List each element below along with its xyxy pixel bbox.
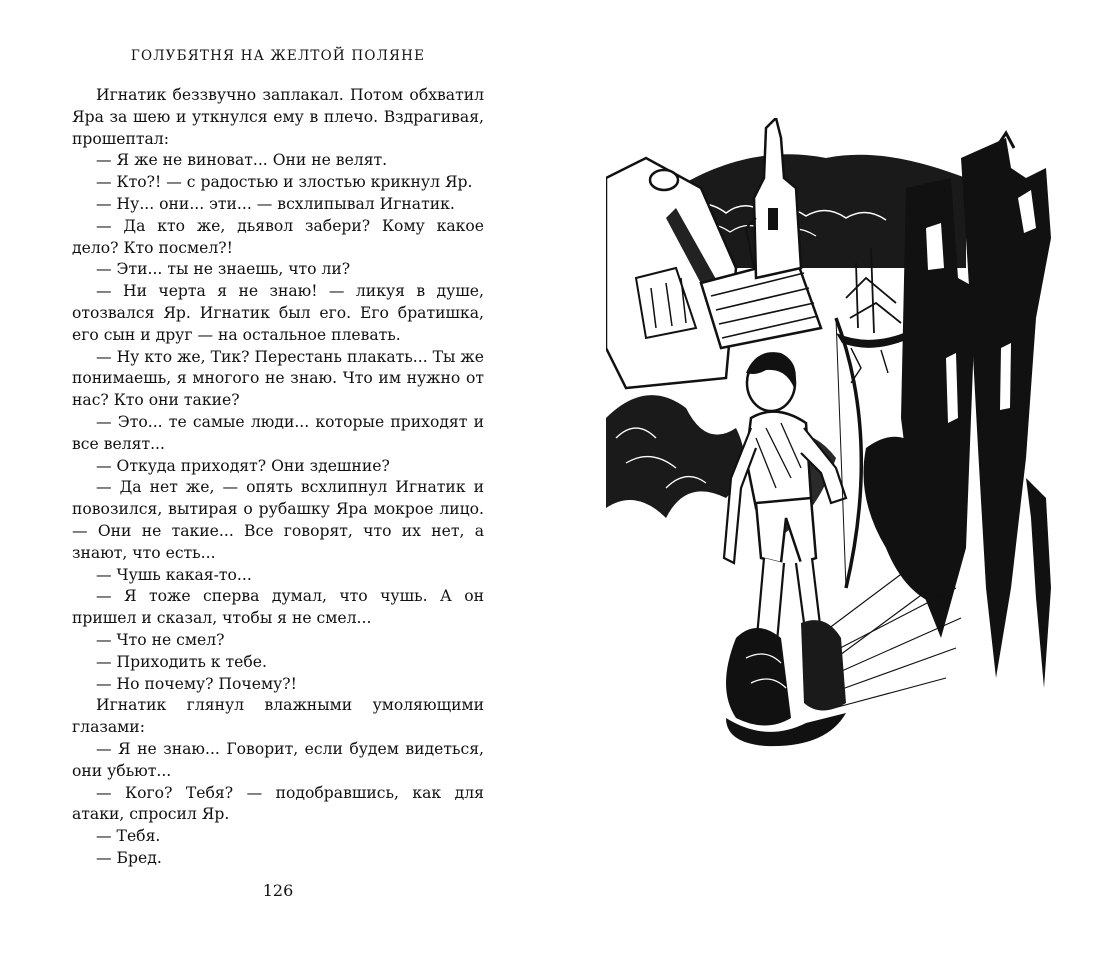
paragraph: — Но почему? Почему?! — [96, 674, 297, 693]
paragraph: — Приходить к тебе. — [96, 652, 267, 671]
paragraph: — Я тоже сперва думал, что чушь. А он пришел и сказал, чтобы я не смел... — [72, 587, 484, 628]
page-number: 126 — [262, 881, 294, 900]
paragraph: — Я же не виноват... Они не велят. — [96, 151, 388, 170]
paragraph: — Эти... ты не знаешь, что ли? — [96, 260, 351, 279]
paragraph: — Да нет же, — опять всхлипнул Игнатик и повозился, вытирая о рубашку Яра мокрое лицо. — Они не такие... Все говорят, что их нет, а знают, что есть... — [72, 478, 484, 562]
paragraph: — Кого? Тебя? — подобравшись, как для атаки, спросил Яр. — [72, 783, 484, 824]
paragraph: Игнатик глянул влажными умоляющими глазами: — [72, 696, 484, 737]
paragraph: — Откуда приходят? Они здешние? — [96, 456, 390, 475]
paragraph: — Это... те самые люди... которые приходят и все велят... — [72, 412, 484, 453]
paragraph: — Бред. — [96, 848, 162, 867]
paragraph: — Что не смел? — [96, 630, 225, 649]
paragraph: — Ну кто же, Тик? Перестань плакать... Ты же понимаешь, я многого не знаю. Что им нужно от нас? Кто они такие? — [72, 347, 484, 410]
ink-illustration — [606, 118, 1056, 753]
paragraph: — Ну... они... эти... — всхлипывал Игнатик. — [96, 194, 455, 213]
paragraph: — Кто?! — с радостью и злостью крикнул Яр. — [96, 173, 473, 192]
right-page — [550, 0, 1100, 957]
body-text — [72, 85, 484, 870]
running-head: ГОЛУБЯТНЯ НА ЖЕЛТОЙ ПОЛЯНЕ — [130, 48, 426, 64]
paragraph: — Чушь какая-то... — [96, 565, 252, 584]
paragraph: — Ни черта я не знаю! — ликуя в душе, отозвался Яр. Игнатик был его. Его братишка, его сын и друг — на остальное плевать. — [72, 282, 484, 344]
paragraph: — Да кто же, дьявол забери? Кому какое дело? Кто посмел?! — [72, 216, 484, 257]
paragraph: — Тебя. — [96, 827, 161, 846]
paragraph: — Я не знаю... Говорит, если будем видеться, они убьют... — [72, 739, 484, 780]
paragraph: Игнатик беззвучно заплакал. Потом обхватил Яра за шею и уткнулся ему в плечо. Вздрагивая, прошептал: — [72, 86, 484, 148]
